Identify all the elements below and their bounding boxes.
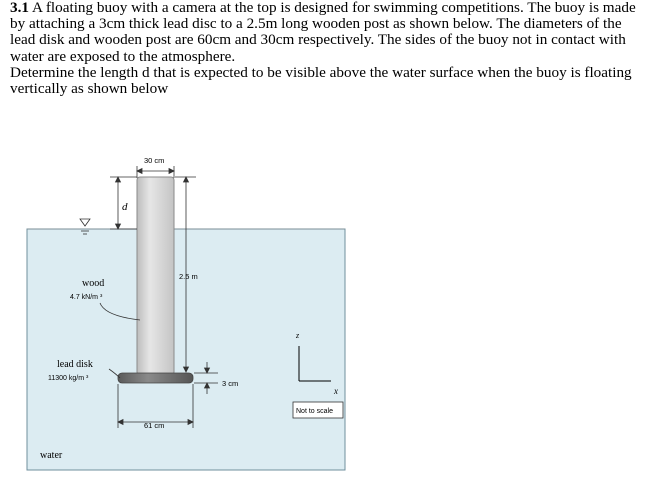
post-length-label: 2.5 m: [179, 272, 198, 281]
axis-x-label: x: [334, 386, 338, 396]
problem-text-1: A floating buoy with a camera at the top is designed for swimming competitions. The buoy is made by attaching a 3cm thick lead disc to a 2.5m long wooden post as shown below. The diameters of the lead disk and wooden post are 60cm and 30cm respectively. The sides of the buoy not in contact with water are exposed to the atmosphere.: [10, 0, 636, 65]
lead-disk-label: lead disk: [57, 359, 93, 370]
scale-note-label: Not to scale: [296, 408, 333, 415]
wooden-post: [137, 177, 174, 375]
wood-label: wood: [82, 278, 105, 289]
lead-disc: [118, 373, 193, 383]
wood-unit-weight: 4.7 kN/m ³: [70, 294, 103, 301]
disc-thickness-label: 3 cm: [222, 379, 239, 388]
water-label: water: [40, 450, 63, 461]
problem-number: 3.1: [10, 0, 29, 16]
axis-z-label: z: [296, 331, 300, 340]
d-label: d: [122, 201, 128, 213]
lead-unit-weight: 11300 kg/m ³: [48, 375, 89, 382]
disc-width-label: 61 cm: [144, 421, 165, 430]
post-width-dimension: [137, 166, 174, 178]
post-width-label: 30 cm: [144, 156, 165, 165]
problem-paragraph-2: Determine the length d that is expected to be visible above the water surface when the buoy is floating vertically as shown below: [10, 63, 632, 98]
